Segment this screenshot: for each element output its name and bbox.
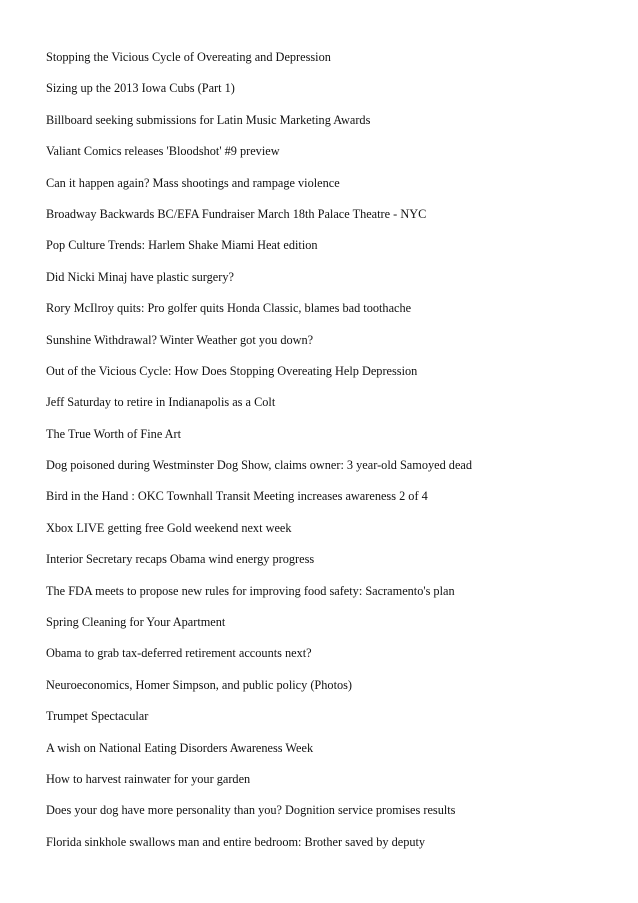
headline-item: Did Nicki Minaj have plastic surgery? — [46, 269, 234, 284]
headline-item: Billboard seeking submissions for Latin Music Marketing Awards — [46, 112, 371, 127]
headline-item: Sunshine Withdrawal? Winter Weather got you down? — [46, 332, 314, 347]
headline-item: A wish on National Eating Disorders Awareness Week — [46, 740, 314, 755]
headline-item: Obama to grab tax-deferred retirement accounts next? — [46, 646, 312, 661]
headline-item: Jeff Saturday to retire in Indianapolis as a Colt — [46, 395, 276, 410]
headline-item: Interior Secretary recaps Obama wind energy progress — [46, 552, 315, 567]
headline-item: Stopping the Vicious Cycle of Overeating and Depression — [46, 50, 331, 64]
headline-item: Valiant Comics releases 'Bloodshot' #9 preview — [46, 144, 280, 159]
headline-item: The FDA meets to propose new rules for improving food safety: Sacramento's plan — [46, 583, 455, 598]
headline-item: Rory McIlroy quits: Pro golfer quits Honda Classic, blames bad toothache — [46, 301, 412, 316]
headline-item: Does your dog have more personality than you? Dognition service promises results — [46, 803, 456, 818]
headline-item: Out of the Vicious Cycle: How Does Stopping Overeating Help Depression — [46, 363, 418, 378]
headline-item: Spring Cleaning for Your Apartment — [46, 615, 226, 630]
headline-item: Pop Culture Trends: Harlem Shake Miami Heat edition — [46, 238, 318, 253]
headline-item: Sizing up the 2013 Iowa Cubs (Part 1) — [46, 81, 235, 96]
headline-item: Bird in the Hand : OKC Townhall Transit Meeting increases awareness 2 of 4 — [46, 489, 428, 504]
headline-item: Trumpet Spectacular — [46, 709, 149, 724]
headline-item: How to harvest rainwater for your garden — [46, 771, 251, 786]
headline-item: Can it happen again? Mass shootings and rampage violence — [46, 175, 340, 190]
headline-item: Xbox LIVE getting free Gold weekend next week — [46, 520, 292, 535]
headline-item: Florida sinkhole swallows man and entire bedroom: Brother saved by deputy — [46, 834, 426, 849]
headline-list — [46, 48, 472, 864]
headline-item: Broadway Backwards BC/EFA Fundraiser March 18th Palace Theatre - NYC — [46, 206, 427, 221]
headline-item: Neuroeconomics, Homer Simpson, and public policy (Photos) — [46, 677, 353, 692]
headline-item: The True Worth of Fine Art — [46, 426, 182, 441]
headline-item: Dog poisoned during Westminster Dog Show, claims owner: 3 year-old Samoyed dead — [46, 458, 473, 473]
